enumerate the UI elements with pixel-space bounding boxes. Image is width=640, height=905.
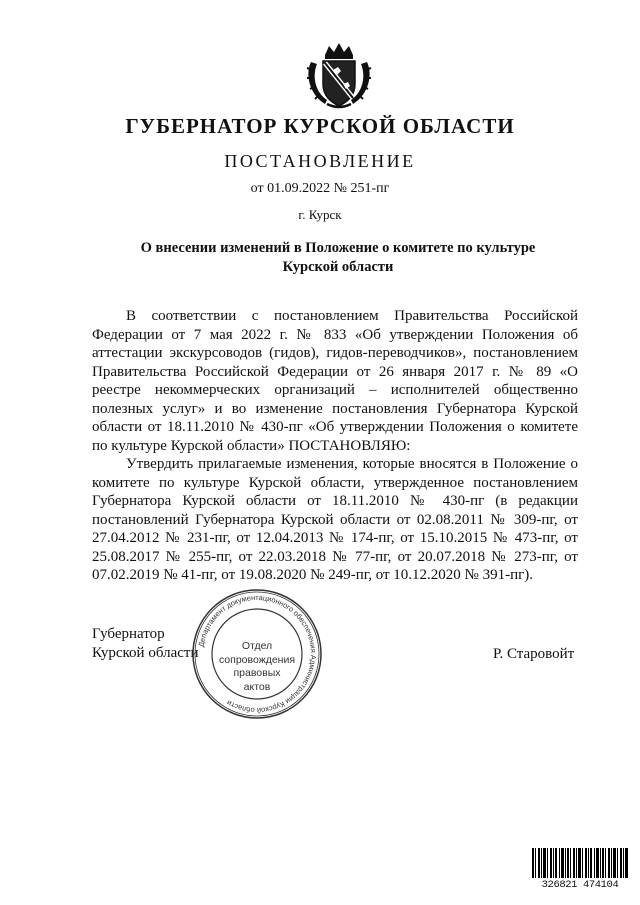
- stamp-line: актов: [243, 680, 271, 693]
- document-type: ПОСТАНОВЛЕНИЕ: [224, 151, 416, 171]
- stamp-center-text: [190, 640, 324, 694]
- signer-name: Р. Старовойт: [493, 646, 575, 662]
- stamp-ring-text: Департамент документационного обеспечения Администрации Курской области: [196, 592, 319, 716]
- issuer-title: ГУБЕРНАТОР КУРСКОЙ ОБЛАСТИ: [125, 114, 515, 138]
- body-paragraph: В соответствии с постановлением Правительства Российской Федерации от 7 мая 2022 г. № 833 «Об утверждении Положения об аттестации экскурсоводов (гидов), гидов-переводчиков», постановлением Правительства Российской Федерации от 26 января 2017 г. № 89 «О реестре некоммерческих организаций – исполнителей общественно полезных услуг» и во изменение постановления Губернатора Курской области от 18.11.2010 № 430-пг «Об утверждении Положения о комитете по культуре Курской области» ПОСТАНОВЛЯЮ:: [92, 308, 578, 454]
- body-paragraph: Утвердить прилагаемые изменения, которые вносятся в Положение о комитете по культуре Курской области, утвержденное постановлением Губернатора Курской области от 18.11.2010 № 430-пг (в редакции постановлений Губернатора Курской области от 02.08.2011 № 309-пг, от 27.04.2012 № 231-пг, от 12.04.2013 № 174-пг, от 15.10.2015 № 473-пг, от 25.08.2017 № 255-пг, от 22.03.2018 № 77-пг, от 20.07.2018 № 273-пг, от 07.02.2019 № 41-пг, от 19.08.2020 № 249-пг, от 10.12.2020 № 391-пг).: [92, 456, 578, 583]
- coat-of-arms-icon: [303, 40, 375, 112]
- document-date-number: от 01.09.2022 № 251-пг: [250, 181, 390, 196]
- stamp-line: правовых: [233, 667, 281, 679]
- document-body: [92, 307, 578, 585]
- stamp-line: Отдел: [241, 640, 273, 652]
- signer-title-line: Курской области: [92, 645, 199, 661]
- stamp-line: сопровождения: [218, 653, 296, 666]
- barcode: [532, 848, 628, 878]
- signer-title-line: Губернатор: [92, 626, 165, 642]
- document-subject: О внесении изменений в Положение о комитете по культуре Курской области: [140, 240, 536, 275]
- barcode-number: 326821 474104: [541, 879, 619, 891]
- signer-title: [92, 625, 198, 663]
- document-city: г. Курск: [298, 207, 342, 222]
